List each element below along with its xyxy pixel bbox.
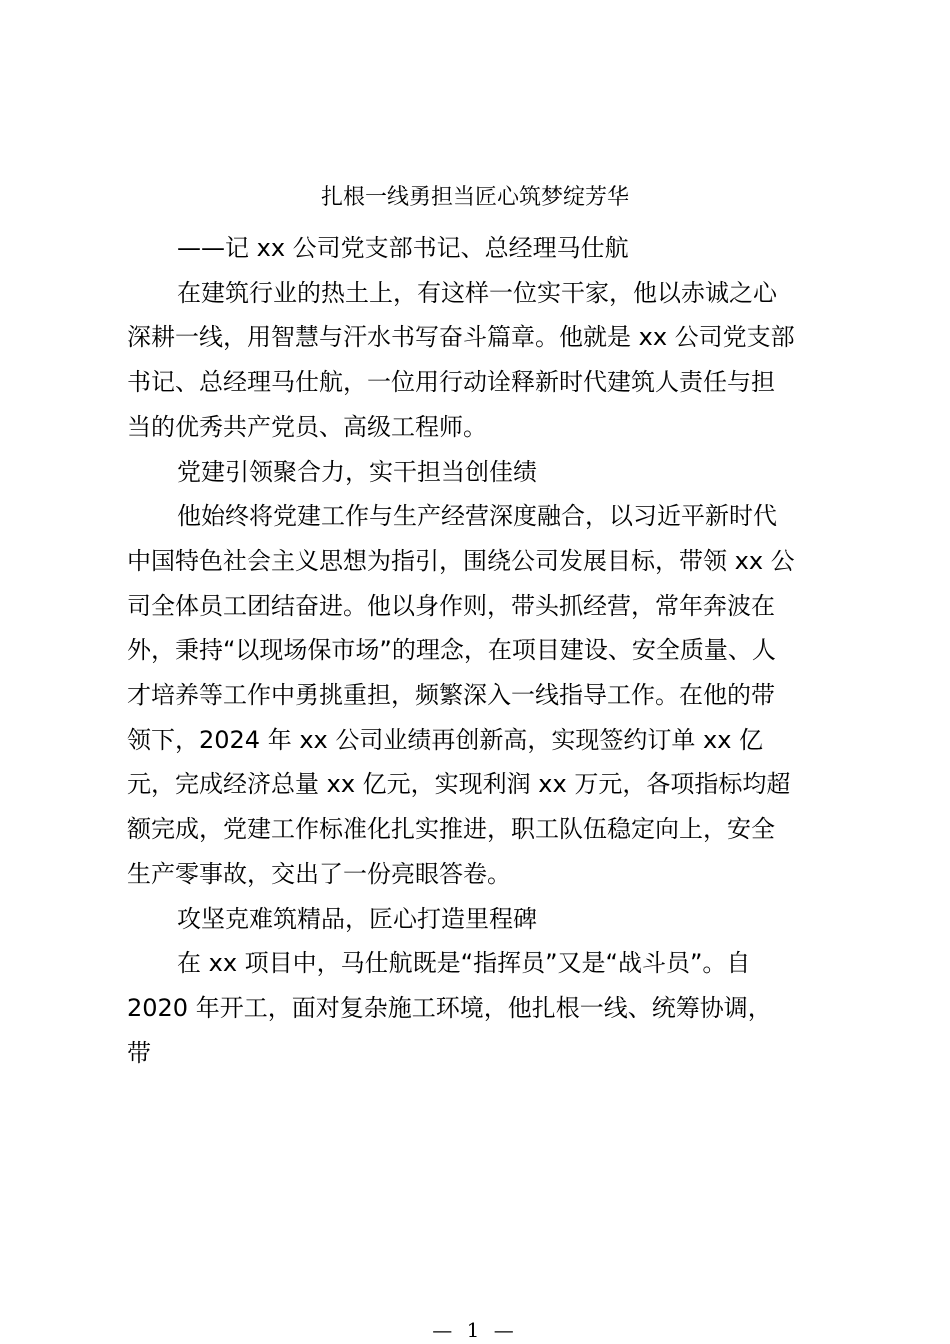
- text-line: 2020 年开工，面对复杂施工环境，他扎根一线、统筹协调，: [127, 993, 772, 1022]
- section-heading-line: 攻坚克难筑精品，匠心打造里程碑: [177, 904, 537, 933]
- text-line: 他始终将党建工作与生产经营深度融合，以习近平新时代: [177, 502, 777, 531]
- section-heading-milestone: [127, 897, 832, 942]
- page-number: — 1 —: [432, 1318, 518, 1342]
- text-line: 元，完成经济总量 xx 亿元，实现利润 xx 万元，各项指标均超: [127, 770, 791, 799]
- section-heading-line: 党建引领聚合力，实干担当创佳绩: [177, 457, 537, 486]
- text-line: 才培养等工作中勇挑重担，频繁深入一线指导工作。在他的带: [127, 681, 775, 710]
- text-line: 额完成，党建工作标准化扎实推进，职工队伍稳定向上，安全: [127, 815, 775, 844]
- text-line: 在建筑行业的热土上，有这样一位实干家，他以赤诚之心: [177, 278, 777, 307]
- text-line: 带: [127, 1038, 151, 1067]
- document-title: 扎根一线勇担当匠心筑梦绽芳华: [320, 185, 629, 210]
- text-line: 当的优秀共产党员、高级工程师。: [127, 412, 487, 441]
- party-building-paragraph: [127, 494, 832, 896]
- text-line: 中国特色社会主义思想为指引，围绕公司发展目标，带领 xx 公: [127, 546, 795, 575]
- subtitle-paragraph: [127, 226, 832, 271]
- section-heading-party-building: [127, 450, 832, 495]
- intro-paragraph: [127, 271, 832, 450]
- text-line: 司全体员工团结奋进。他以身作则，带头抓经营，常年奔波在: [127, 591, 775, 620]
- subtitle-line: ——记 xx 公司党支部书记、总经理马仕航: [177, 234, 629, 262]
- text-line: 外，秉持“以现场保市场”的理念，在项目建设、安全质量、人: [127, 636, 776, 665]
- text-line: 深耕一线，用智慧与汗水书写奋斗篇章。他就是 xx 公司党支部: [127, 323, 795, 352]
- project-paragraph: [127, 941, 832, 1075]
- text-line: 领下，2024 年 xx 公司业绩再创新高，实现签约订单 xx 亿: [127, 725, 764, 754]
- text-line: 书记、总经理马仕航，一位用行动诠释新时代建筑人责任与担: [127, 368, 775, 397]
- text-line: 在 xx 项目中，马仕航既是“指挥员”又是“战斗员”。自: [177, 949, 751, 978]
- document-body: [127, 226, 832, 1075]
- text-line: 生产零事故，交出了一份亮眼答卷。: [127, 859, 511, 888]
